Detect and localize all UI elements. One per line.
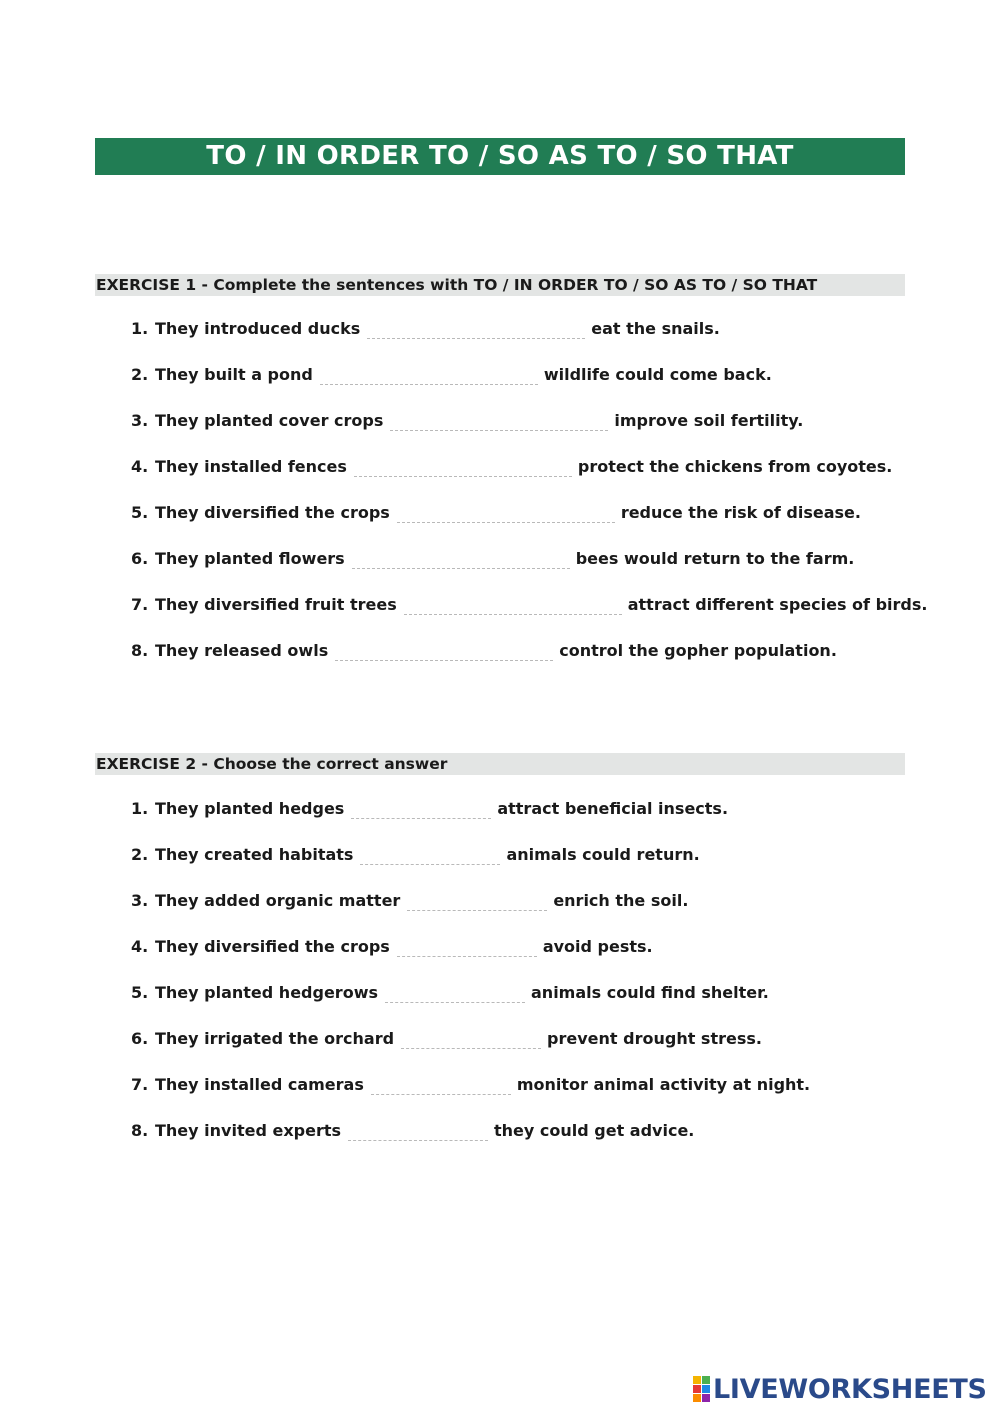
sentence-end: prevent drought stress. [547,1029,762,1048]
sentence-end: wildlife could come back. [543,365,772,384]
answer-blank[interactable] [397,509,615,523]
sentence-end: reduce the risk of disease. [620,503,861,522]
answer-dropdown[interactable] [360,851,500,865]
ex2-item-6 [131,1027,762,1051]
sentence-start: They diversified the crops [155,937,390,956]
sentence-start: They installed cameras [155,1075,364,1094]
sentence-start: They diversified the crops [155,503,390,522]
answer-dropdown[interactable] [401,1035,541,1049]
item-number: 8. [131,641,149,660]
item-number: 3. [131,411,149,430]
item-number: 2. [131,845,149,864]
exercise-2-header: EXERCISE 2 - Choose the correct answer [95,753,905,775]
sentence-start: They planted cover crops [155,411,384,430]
ex2-item-1 [131,797,728,821]
ex2-item-4 [131,935,653,959]
item-number: 5. [131,983,149,1002]
ex2-item-5 [131,981,769,1005]
sentence-start: They planted flowers [155,549,345,568]
ex1-item-2 [131,363,772,387]
answer-blank[interactable] [404,601,622,615]
item-number: 7. [131,1075,149,1094]
answer-dropdown[interactable] [385,989,525,1003]
liveworksheets-logo [693,1374,987,1404]
item-number: 3. [131,891,149,910]
sentence-start: They installed fences [155,457,347,476]
sentence-end: enrich the soil. [553,891,689,910]
item-number: 4. [131,937,149,956]
answer-blank[interactable] [367,325,585,339]
sentence-end: monitor animal activity at night. [516,1075,811,1094]
sentence-end: animals could return. [506,845,700,864]
answer-blank[interactable] [335,647,553,661]
worksheet-title: TO / IN ORDER TO / SO AS TO / SO THAT [95,138,905,175]
item-number: 5. [131,503,149,522]
sentence-end: animals could find shelter. [531,983,769,1002]
item-number: 8. [131,1121,149,1140]
item-number: 1. [131,799,149,818]
sentence-start: They irrigated the orchard [155,1029,395,1048]
ex1-item-5 [131,501,861,525]
sentence-start: They built a pond [155,365,313,384]
sentence-end: improve soil fertility. [614,411,804,430]
ex1-item-1 [131,317,720,341]
logo-blocks-icon [693,1376,710,1402]
item-number: 4. [131,457,149,476]
item-number: 7. [131,595,149,614]
answer-blank[interactable] [354,463,572,477]
sentence-start: They introduced ducks [155,319,361,338]
ex2-item-7 [131,1073,810,1097]
sentence-start: They created habitats [155,845,354,864]
sentence-end: they could get advice. [494,1121,695,1140]
item-number: 1. [131,319,149,338]
answer-dropdown[interactable] [397,943,537,957]
answer-blank[interactable] [320,371,538,385]
answer-dropdown[interactable] [351,805,491,819]
answer-dropdown[interactable] [348,1127,488,1141]
answer-blank[interactable] [390,417,608,431]
answer-dropdown[interactable] [371,1081,511,1095]
item-number: 6. [131,549,149,568]
logo-text: LIVEWORKSHEETS [713,1373,987,1405]
ex1-item-8 [131,639,837,663]
ex2-item-3 [131,889,688,913]
ex1-item-4 [131,455,892,479]
ex1-item-6 [131,547,854,571]
sentence-start: They invited experts [155,1121,342,1140]
sentence-start: They planted hedges [155,799,345,818]
sentence-end: bees would return to the farm. [575,549,855,568]
ex2-item-8 [131,1119,694,1143]
sentence-end: attract beneficial insects. [497,799,729,818]
sentence-end: eat the snails. [591,319,720,338]
ex1-item-3 [131,409,803,433]
ex2-item-2 [131,843,700,867]
sentence-end: avoid pests. [542,937,653,956]
sentence-end: control the gopher population. [559,641,837,660]
ex1-item-7 [131,593,927,617]
item-number: 6. [131,1029,149,1048]
answer-blank[interactable] [352,555,570,569]
sentence-start: They added organic matter [155,891,401,910]
item-number: 2. [131,365,149,384]
sentence-start: They released owls [155,641,329,660]
sentence-start: They planted hedgerows [155,983,378,1002]
answer-dropdown[interactable] [407,897,547,911]
sentence-end: attract different species of birds. [627,595,928,614]
exercise-1-header: EXERCISE 1 - Complete the sentences with TO / IN ORDER TO / SO AS TO / SO THAT [95,274,905,296]
sentence-end: protect the chickens from coyotes. [577,457,893,476]
sentence-start: They diversified fruit trees [155,595,397,614]
